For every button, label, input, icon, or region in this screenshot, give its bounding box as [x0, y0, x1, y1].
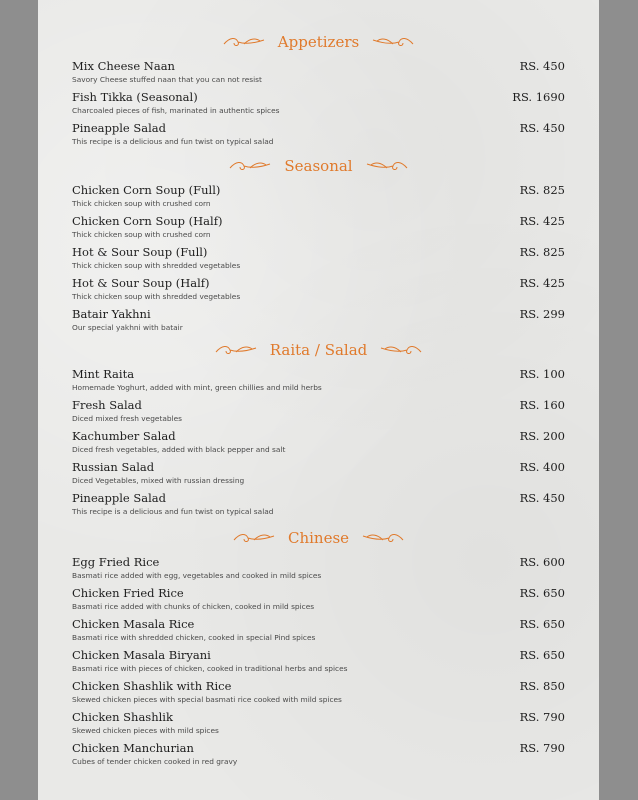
menu-item [38, 648, 599, 679]
item-price: RS. 425 [519, 214, 565, 228]
item-name: Pineapple Salad [72, 121, 166, 135]
section-heading [38, 154, 599, 178]
item-price: RS. 200 [519, 429, 565, 443]
menu-page [38, 0, 599, 800]
item-description: This recipe is a delicious and fun twist on typical salad [72, 507, 274, 516]
item-name: Fresh Salad [72, 398, 142, 412]
menu-item [38, 183, 599, 214]
item-price: RS. 790 [519, 710, 565, 724]
menu-item [38, 586, 599, 617]
item-description: Thick chicken soup with shredded vegetables [72, 292, 241, 301]
section-raita-salad [38, 338, 599, 522]
item-description: Diced fresh vegetables, added with black pepper and salt [72, 445, 286, 454]
item-price: RS. 825 [519, 245, 565, 259]
item-description: Thick chicken soup with crushed corn [72, 230, 211, 239]
section-title: Appetizers [277, 33, 360, 51]
item-price: RS. 450 [519, 121, 565, 135]
section-seasonal [38, 154, 599, 338]
menu-item [38, 555, 599, 586]
flourish-right-icon [361, 531, 405, 545]
item-name: Chicken Shashlik [72, 710, 173, 724]
section-appetizers [38, 30, 599, 152]
item-price: RS. 160 [519, 398, 565, 412]
item-name: Egg Fried Rice [72, 555, 160, 569]
item-description: Skewed chicken pieces with special basmati rice cooked with mild spices [72, 695, 342, 704]
item-price: RS. 790 [519, 741, 565, 755]
flourish-left-icon [214, 343, 258, 357]
item-name: Fish Tikka (Seasonal) [72, 90, 198, 104]
item-description: Skewed chicken pieces with mild spices [72, 726, 219, 735]
menu-item [38, 121, 599, 152]
menu-item [38, 679, 599, 710]
item-description: Homemade Yoghurt, added with mint, green chillies and mild herbs [72, 383, 322, 392]
item-price: RS. 425 [519, 276, 565, 290]
section-title: Raita / Salad [269, 341, 368, 359]
item-price: RS. 450 [519, 491, 565, 505]
section-heading [38, 526, 599, 550]
item-name: Chicken Masala Biryani [72, 648, 211, 662]
menu-item [38, 398, 599, 429]
section-chinese [38, 526, 599, 772]
item-name: Mint Raita [72, 367, 135, 381]
menu-item [38, 491, 599, 522]
menu-item [38, 741, 599, 772]
item-description: Basmati rice with pieces of chicken, cooked in traditional herbs and spices [72, 664, 348, 673]
item-description: Thick chicken soup with shredded vegetables [72, 261, 241, 270]
flourish-right-icon [365, 159, 409, 173]
item-name: Chicken Corn Soup (Full) [72, 183, 221, 197]
item-description: This recipe is a delicious and fun twist on typical salad [72, 137, 274, 146]
item-price: RS. 650 [519, 617, 565, 631]
item-description: Savory Cheese stuffed naan that you can not resist [72, 75, 262, 84]
item-name: Chicken Corn Soup (Half) [72, 214, 223, 228]
item-description: Diced Vegetables, mixed with russian dressing [72, 476, 245, 485]
menu-item [38, 367, 599, 398]
menu-item [38, 617, 599, 648]
menu-item [38, 90, 599, 121]
section-title: Chinese [287, 529, 350, 547]
item-price: RS. 825 [519, 183, 565, 197]
item-description: Basmati rice added with egg, vegetables and cooked in mild spices [72, 571, 322, 580]
item-name: Pineapple Salad [72, 491, 166, 505]
item-description: Cubes of tender chicken cooked in red gravy [72, 757, 238, 766]
item-price: RS. 450 [519, 59, 565, 73]
item-name: Hot & Sour Soup (Full) [72, 245, 208, 259]
flourish-left-icon [222, 35, 266, 49]
flourish-right-icon [371, 35, 415, 49]
item-name: Hot & Sour Soup (Half) [72, 276, 210, 290]
item-name: Chicken Shashlik with Rice [72, 679, 232, 693]
section-title: Seasonal [284, 157, 353, 175]
item-name: Chicken Masala Rice [72, 617, 195, 631]
section-heading [38, 338, 599, 362]
item-description: Basmati rice added with chunks of chicken, cooked in mild spices [72, 602, 315, 611]
flourish-left-icon [232, 531, 276, 545]
flourish-right-icon [379, 343, 423, 357]
menu-item [38, 429, 599, 460]
flourish-left-icon [228, 159, 272, 173]
item-description: Our special yakhni with batair [72, 323, 183, 332]
item-price: RS. 1690 [512, 90, 565, 104]
item-price: RS. 100 [519, 367, 565, 381]
item-description: Basmati rice with shredded chicken, cooked in special Pind spices [72, 633, 316, 642]
menu-item [38, 214, 599, 245]
item-name: Batair Yakhni [72, 307, 151, 321]
item-name: Mix Cheese Naan [72, 59, 175, 73]
item-price: RS. 400 [519, 460, 565, 474]
item-name: Russian Salad [72, 460, 155, 474]
menu-item [38, 710, 599, 741]
item-price: RS. 850 [519, 679, 565, 693]
menu-item [38, 460, 599, 491]
item-price: RS. 650 [519, 586, 565, 600]
item-price: RS. 600 [519, 555, 565, 569]
section-heading [38, 30, 599, 54]
item-price: RS. 299 [519, 307, 565, 321]
item-description: Diced mixed fresh vegetables [72, 414, 183, 423]
menu-item [38, 276, 599, 307]
item-description: Charcoaled pieces of fish, marinated in authentic spices [72, 106, 280, 115]
item-price: RS. 650 [519, 648, 565, 662]
item-name: Kachumber Salad [72, 429, 176, 443]
item-name: Chicken Fried Rice [72, 586, 184, 600]
item-description: Thick chicken soup with crushed corn [72, 199, 211, 208]
item-name: Chicken Manchurian [72, 741, 194, 755]
menu-item [38, 307, 599, 338]
menu-item [38, 245, 599, 276]
menu-item [38, 59, 599, 90]
